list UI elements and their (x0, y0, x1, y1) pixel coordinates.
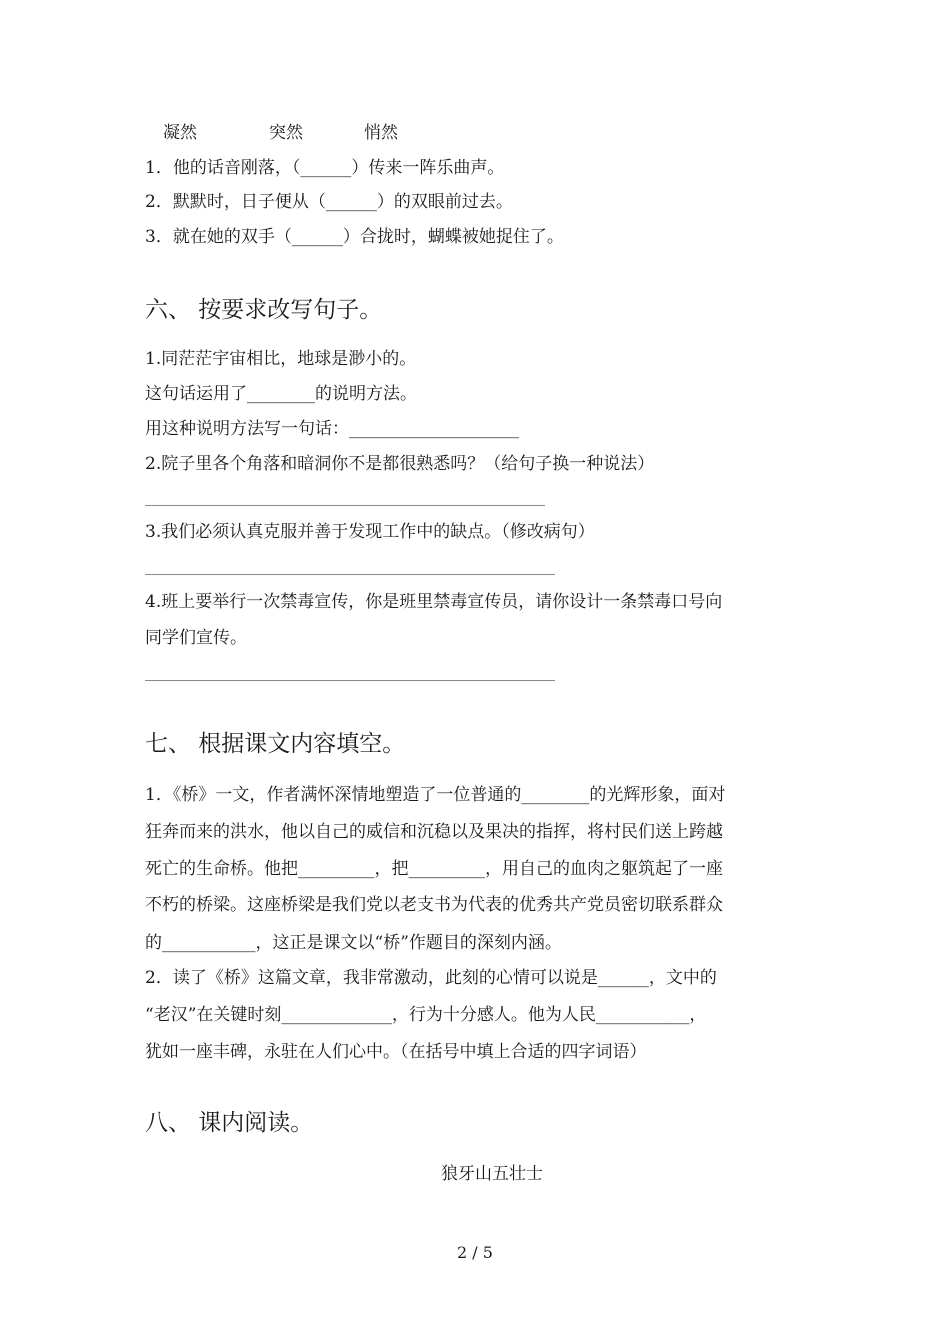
s7-p1-line2: 狂奔而来的洪水，他以自己的威信和沉稳以及果决的指挥，将村民们送上跨越 (145, 822, 723, 842)
word-options (163, 122, 398, 144)
fill-question-2: 2．默默时，日子便从（______）的双眼前过去。 (145, 192, 513, 212)
s6-q1-line3: 用这种说明方法写一句话：____________________ (145, 419, 519, 439)
s6-q4-line1: 4.班上要举行一次禁毒宣传，你是班里禁毒宣传员，请你设计一条禁毒口号向 (145, 592, 723, 612)
section-7-title: 七、 根据课文内容填空。 (145, 731, 406, 757)
page-number: 2 / 5 (457, 1243, 493, 1262)
s7-p1-line5: 的___________，这正是课文以“桥”作题目的深刻内涵。 (145, 933, 562, 953)
answer-line (145, 505, 545, 506)
s6-q1-line1: 1.同茫茫宇宙相比，地球是渺小的。 (145, 349, 417, 369)
answer-line (145, 574, 555, 575)
s7-p1-line1: 1．《桥》一文，作者满怀深情地塑造了一位普通的________的光辉形象，面对 (145, 785, 726, 805)
section-8-title: 八、 课内阅读。 (145, 1110, 314, 1136)
fill-question-1: 1．他的话音刚落，（______）传来一阵乐曲声。 (145, 158, 505, 178)
s7-p2-line1: 2．读了《桥》这篇文章，我非常激动，此刻的心情可以说是______，文中的 (145, 968, 717, 988)
s7-p2-line2: “老汉”在关键时刻_____________，行为十分感人。他为人民___________， (145, 1005, 707, 1025)
s7-p1-line4: 不朽的桥梁。这座桥梁是我们党以老支书为代表的优秀共产党员密切联系群众 (145, 895, 723, 915)
word-option: 悄然 (364, 123, 398, 143)
s6-q4-line2: 同学们宣传。 (145, 628, 247, 648)
article-title: 狼牙山五壮士 (441, 1164, 543, 1184)
word-option: 凝然 (163, 123, 197, 143)
s6-q3: 3.我们必须认真克服并善于发现工作中的缺点。（修改病句） (145, 522, 595, 542)
fill-question-3: 3．就在她的双手（______）合拢时，蝴蝶被她捉住了。 (145, 227, 564, 247)
answer-line (145, 680, 555, 681)
s6-q2: 2.院子里各个角落和暗洞你不是都很熟悉吗？（给句子换一种说法） (145, 454, 655, 474)
s7-p2-line3: 犹如一座丰碑，永驻在人们心中。（在括号中填上合适的四字词语） (145, 1042, 647, 1062)
s7-p1-line3: 死亡的生命桥。他把_________，把_________，用自己的血肉之躯筑起了一座 (145, 859, 723, 879)
word-option: 突然 (269, 123, 303, 143)
section-6-title: 六、 按要求改写句子。 (145, 297, 383, 323)
s6-q1-line2: 这句话运用了________的说明方法。 (145, 384, 417, 404)
